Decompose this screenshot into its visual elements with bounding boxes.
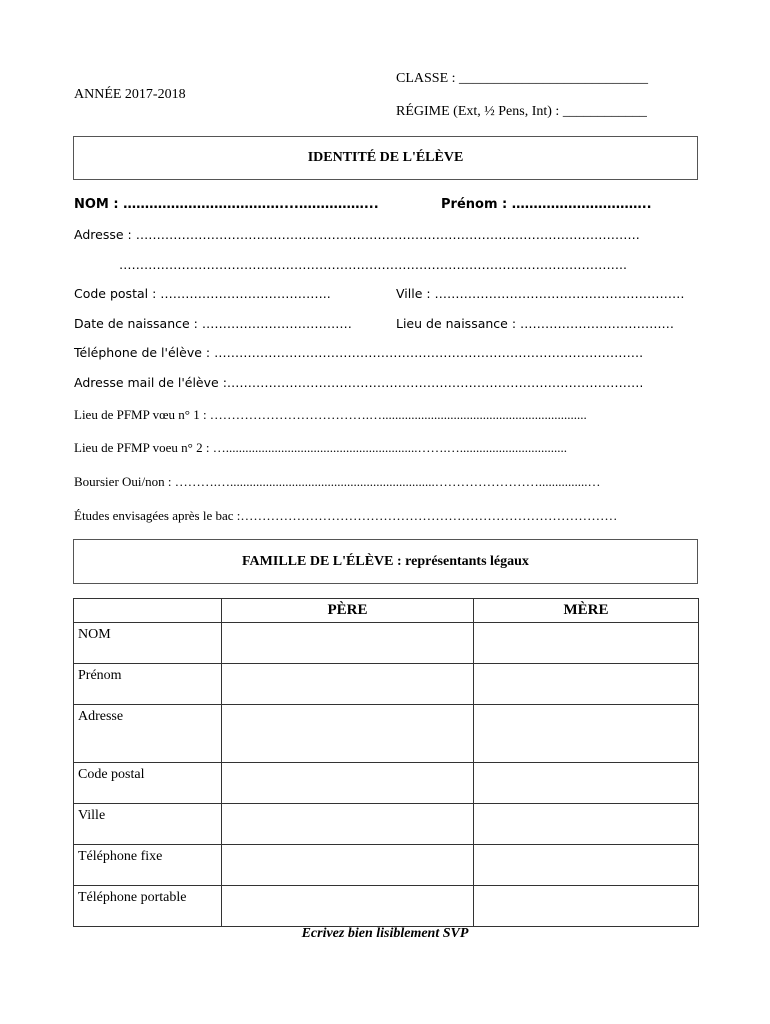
mere-telephone-fixe-cell[interactable]	[474, 845, 699, 886]
telephone-field[interactable]: Téléphone de l'élève : ………………………………………………………………………………………….	[74, 345, 644, 360]
email-field[interactable]: Adresse mail de l'élève :……………………………………………………………………………………….	[74, 375, 644, 390]
row-label-prenom: Prénom	[74, 664, 222, 705]
date-naissance-field[interactable]: Date de naissance : ………………………………	[74, 316, 352, 331]
adresse-field-line2[interactable]: …………………………………………………………………………………………………………..	[119, 257, 627, 272]
row-label-nom: NOM	[74, 623, 222, 664]
classe-field[interactable]: CLASSE : ___________________________	[396, 71, 649, 86]
header-pere: PÈRE	[222, 599, 474, 623]
mere-code-postal-cell[interactable]	[474, 763, 699, 804]
adresse-field[interactable]: Adresse : ………………………………………………………………………………………………………….	[74, 227, 640, 242]
pere-prenom-cell[interactable]	[222, 664, 474, 705]
row-label-ville: Ville	[74, 804, 222, 845]
boursier-field[interactable]: Boursier Oui/non : ……….…...............................................................……………………...............…	[74, 474, 601, 489]
family-table-header-row	[74, 599, 699, 623]
table-row	[74, 705, 699, 763]
mere-nom-cell[interactable]	[474, 623, 699, 664]
footer-note: Ecrivez bien lisiblement SVP	[301, 926, 469, 941]
regime-field[interactable]: RÉGIME (Ext, ½ Pens, Int) : ____________	[396, 104, 647, 119]
mere-adresse-cell[interactable]	[474, 705, 699, 763]
family-table	[73, 598, 699, 927]
row-label-telephone-fixe: Téléphone fixe	[74, 845, 222, 886]
mere-prenom-cell[interactable]	[474, 664, 699, 705]
nom-field[interactable]: NOM : ………………………………....……………...	[74, 197, 379, 212]
pere-telephone-portable-cell[interactable]	[222, 886, 474, 927]
row-label-code-postal: Code postal	[74, 763, 222, 804]
mere-telephone-portable-cell[interactable]	[474, 886, 699, 927]
pere-telephone-fixe-cell[interactable]	[222, 845, 474, 886]
table-row	[74, 763, 699, 804]
school-year: ANNÉE 2017-2018	[74, 87, 186, 102]
pere-nom-cell[interactable]	[222, 623, 474, 664]
header-mere: MÈRE	[474, 599, 699, 623]
table-row	[74, 664, 699, 705]
etudes-field[interactable]: Études envisagées après le bac :……………………………………………………………………………	[74, 508, 618, 523]
pere-ville-cell[interactable]	[222, 804, 474, 845]
pere-code-postal-cell[interactable]	[222, 763, 474, 804]
pere-adresse-cell[interactable]	[222, 705, 474, 763]
identity-section-title	[73, 136, 698, 180]
table-row	[74, 804, 699, 845]
pfmp-voeu-2-field[interactable]: Lieu de PFMP voeu n° 2 : …...........................................................…….….................................	[74, 440, 567, 455]
table-row	[74, 623, 699, 664]
table-row	[74, 845, 699, 886]
header-empty-cell	[74, 599, 222, 623]
identity-title-text: IDENTITÉ DE L'ÉLÈVE	[307, 150, 464, 165]
family-title-text: FAMILLE DE L'ÉLÈVE : représentants légaux	[242, 553, 529, 569]
ville-field[interactable]: Ville : ……………………………………………………	[396, 286, 685, 301]
table-row	[74, 886, 699, 927]
family-section-title	[73, 539, 698, 584]
lieu-naissance-field[interactable]: Lieu de naissance : …………………………….…	[396, 316, 674, 331]
mere-ville-cell[interactable]	[474, 804, 699, 845]
prenom-field[interactable]: Prénom : …………………………..	[441, 197, 652, 212]
code-postal-field[interactable]: Code postal : …………………………………..	[74, 286, 331, 301]
pfmp-voeu-1-field[interactable]: Lieu de PFMP vœu n° 1 : ……………………………….…...............................................................	[74, 407, 587, 422]
row-label-adresse: Adresse	[74, 705, 222, 763]
row-label-telephone-portable: Téléphone portable	[74, 886, 222, 927]
